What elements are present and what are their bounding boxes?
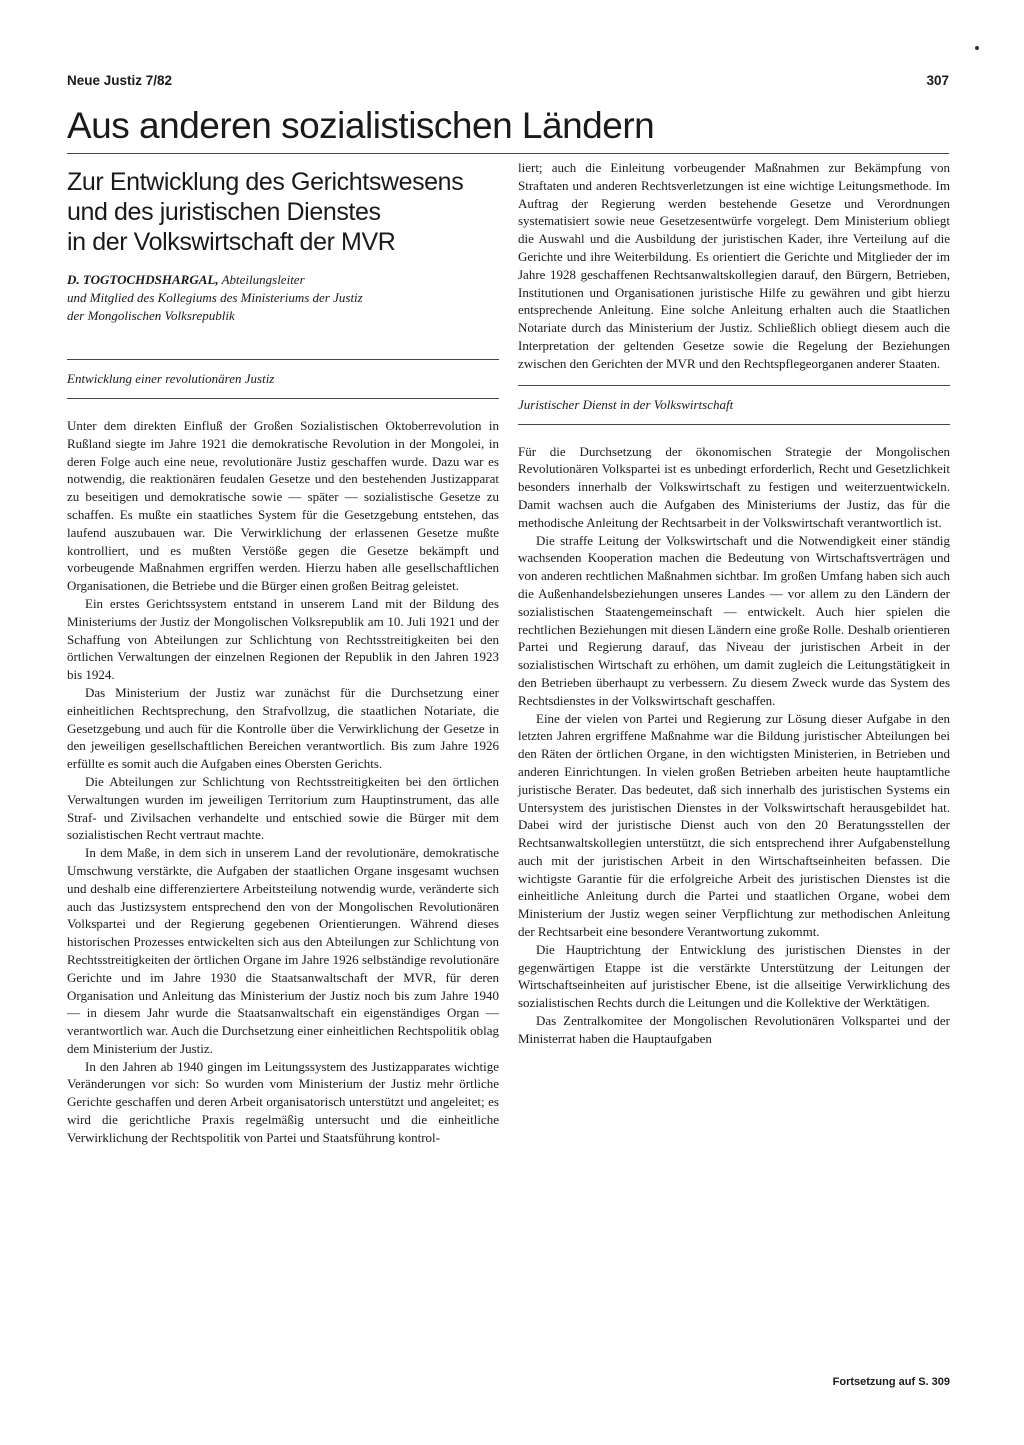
right-column: [518, 159, 950, 1048]
section-title-rule: [67, 153, 949, 154]
body-paragraph: Ein erstes Gerichtssystem entstand in unserem Land mit der Bildung des Ministeriums der Justiz der Mongolischen Volksrepublik am 10. Juli 1921 und der Schaffung von Abteilungen zur Schlichtung von Rechtsstreitigkeiten bei den örtlichen Verwaltungen der einzelnen Regionen der Republik in den Jahren 1923 bis 1924.: [67, 595, 499, 683]
journal-issue: Neue Justiz 7/82: [67, 73, 173, 88]
section-title: Aus anderen sozialistischen Ländern: [67, 105, 655, 146]
author-line: und Mitglied des Kollegiums des Ministeriums der Justiz: [67, 290, 363, 305]
subhead-rule-bottom: [67, 398, 499, 399]
article-title-line: Zur Entwicklung des Gerichtswesens: [67, 168, 464, 196]
body-paragraph: Das Ministerium der Justiz war zunächst für die Durchsetzung einer einheitlichen Rechtsprechung, den Strafvollzug, die staatlichen Notariate, die Gesetzgebung und auch für die Kontrolle über die Verwirklichung der Gesetze in den jeweiligen gesellschaftlichen Bereichen verantwortlich. Bis zum Jahre 1926 erfüllte es somit auch die Aufgaben eines Obersten Gerichts.: [67, 684, 499, 772]
article-title: [67, 167, 499, 257]
continuation-note: Fortsetzung auf S. 309: [832, 1376, 950, 1388]
body-paragraph: Für die Durchsetzung der ökonomischen Strategie der Mongolischen Revolutionären Volkspartei ist es unbedingt erforderlich, Recht und Gesetzlichkeit besonders innerhalb der Volkswirtschaft zu festigen und weiterzuentwickeln. Damit wachsen auch die Aufgaben des Ministeriums der Justiz, das für die methodische Anleitung der Rechtsarbeit in der Volkswirtschaft verantwortlich ist.: [518, 443, 950, 530]
subhead-rule-bottom: [518, 424, 950, 425]
running-head: [67, 73, 949, 91]
article-title-line: in der Volkswirtschaft der MVR: [67, 228, 396, 256]
body-paragraph: Das Zentralkomitee der Mongolischen Revolutionären Volkspartei und der Ministerrat haben die Hauptaufgaben: [518, 1013, 950, 1046]
subhead-economic-legal-service: Juristischer Dienst in der Volkswirtschaft: [518, 396, 734, 412]
body-paragraph: In dem Maße, in dem sich in unserem Land der revolutionäre, demokratische Umschwung verstärkte, die Aufgaben der staatlichen Organe insgesamt wuchsen und deshalb eine differenziertere Arbeitsteilung notwendig wurde, veränderte sich auch das Justizsystem entsprechend den von der Mongolischen Revolutionären Volkspartei und der Regierung gegebenen Orientierungen. Während dieses historischen Prozesses entwickelten sich aus den Abteilungen zur Schlichtung von Rechtsstreitigkeiten der örtlichen Organe im Jahre 1926 selbständige revolutionäre Gerichte und im Jahre 1930 die Staatsanwaltschaft der MVR, für deren Organisation und Anleitung das Ministerium der Justiz noch bis zum Jahre 1940 — in diesem Jahr wurde die Staatsanwaltschaft ein eigenständiges Organ — verantwortlich war. Auch die Durchsetzung einer einheitlichen Rechtspolitik oblag dem Ministerium der Justiz.: [67, 845, 499, 1056]
subhead-rule-top: [67, 359, 499, 360]
margin-mark: [975, 46, 979, 50]
author-byline: [67, 271, 499, 325]
body-paragraph: liert; auch die Einleitung vorbeugender Maßnahmen zur Bekämpfung von Straftaten und anderen Rechtsverletzungen ist eine wichtige Leitungsmethode. Im Auftrag der Regierung werden bestehende Gesetze und Verordnungen systematisiert sowie neue Gesetzesentwürfe vorgelegt. Dem Ministerium obliegt die Auswahl und die Ausbildung der juristischen Kader, ihre Verteilung auf die Gerichte und ihre Weiterbildung. Es orientiert die Gerichte und Mitglieder der im Jahre 1928 geschaffenen Rechtsanwaltskollegien darauf, den Bürgern, Betrieben, Institutionen und Organisationen juristische Hilfe zu gewähren und gibt hierzu entsprechende Anleitung. Eine solche Anleitung erhalten auch die Staatlichen Notariate durch das Ministerium der Justiz. Schließlich obliegt diesem auch die Interpretation der geltenden Gesetze sowie die Regelung der Beziehungen zwischen den Gerichten der MVR und den Rechtspflegeorganen anderer Staaten.: [518, 160, 950, 371]
author-line: der Mongolischen Volksrepublik: [67, 308, 235, 323]
body-paragraph: Die Abteilungen zur Schlichtung von Rechtsstreitigkeiten bei den örtlichen Verwaltungen wurden im jeweiligen Territorium zum Hauptinstrument, das alle Straf- und Zivilsachen verhandelte und entschied sowie die Bürger mit dem sozialistischen Recht vertraut machte.: [67, 773, 499, 843]
subhead-rule-top: [518, 385, 950, 386]
body-paragraph: In den Jahren ab 1940 gingen im Leitungssystem des Justizapparates wichtige Veränderungen vor sich: So wurden vom Ministerium der Justiz mehr örtliche Gerichte geschaffen und deren Arbeit organisatorisch unterstützt und angeleitet; es wird die gerichtliche Praxis regelmäßig untersucht und die einheitliche Verwirklichung der Rechtspolitik von Partei und Staatsführung kontrol-: [67, 1058, 499, 1145]
left-column: [67, 167, 499, 1147]
author-role: Abteilungsleiter: [218, 272, 305, 287]
subhead-revolutionary-justice: Entwicklung einer revolutionären Justiz: [67, 371, 275, 386]
author-line: [67, 271, 499, 289]
article-title-line: und des juristischen Dienstes: [67, 198, 381, 226]
body-paragraph: Die Hauptrichtung der Entwicklung des juristischen Dienstes in der gegenwärtigen Etappe ist die verstärkte Unterstützung der Leitungen der Wirtschaftseinheiten auf juristischer Ebene, ist die allseitige Verwirklichung des sozialistischen Rechts durch die Leitungen und die Kollektive der Werktätigen.: [518, 941, 950, 1011]
body-paragraph: Die straffe Leitung der Volkswirtschaft und die Notwendigkeit einer ständig wachsenden Kooperation machen die Bedeutung von Wirtschaftsverträgen und von anderen rechtlichen Maßnahmen sichtbar. Im großen Umfang haben sich auch die Außenhandelsbeziehungen unseres Landes — vor allem zu den Ländern der sozialistischen Staatengemeinschaft — entwickelt. Auch hier spielen die rechtlichen Beziehungen mit diesen Ländern eine große Rolle. Deshalb orientieren Partei und Regierung darauf, das Niveau der juristischen Arbeit in der sozialistischen Wirtschaft zu erhöhen, um damit zugleich die Leitungstätigkeit in den Betrieben überhaupt zu verbessern. Zu diesem Zweck wurde das System des Rechtsdienstes in der Volkswirtschaft geschaffen.: [518, 532, 950, 708]
page-number: 307: [926, 73, 949, 88]
body-paragraph: Eine der vielen von Partei und Regierung zur Lösung dieser Aufgabe in den letzten Jahren ergriffene Maßnahme war die Bildung juristischer Abteilungen bei den Räten der örtlichen Organe, in den wichtigsten Ministerien, in Betrieben und anderen Einrichtungen. In vielen großen Betrieben arbeiten heute hauptamtliche juristische Berater. Das bedeutet, daß sich innerhalb des juristischen Systems ein Untersystem des juristischen Dienstes in der Volkswirtschaft herausgebildet hat. Dabei wird der juristische Dienst auch von den 20 Beratungsstellen der Rechtsanwaltskollegien unterstützt, die sich entsprechend ihrer Aufgabenstellung auch mit der juristischen Arbeit in den Wirtschaftseinheiten befassen. Die wichtigste Garantie für die erfolgreiche Arbeit des juristischen Dienstes ist die einheitliche Anleitung durch die Partei und staatlichen Organe, wobei dem Ministerium der Justiz wegen seiner Verpflichtung zur methodischen Anleitung der Rechtsarbeit eine besondere Verantwortung zukommt.: [518, 710, 950, 940]
body-paragraph: Unter dem direkten Einfluß der Großen Sozialistischen Oktoberrevolution in Rußland siegte im Jahre 1921 die demokratische Revolution in der Mongolei, in deren Folge auch eine neue, revolutionäre Justiz geschaffen wurde. Dazu war es notwendig, die reaktionären feudalen Gesetze und den bestehenden Justizapparat zu beseitigen und demokratische sowie — später — sozialistische Gesetze zu schaffen. Es mußte ein staatliches System für die Gesetzgebung entstehen, das laufend auszubauen war. Die Verwirklichung der erlassenen Gesetze mußte kontrolliert, und es mußten Verstöße gegen die Gesetze bekämpft und vorbeugende Maßnahmen ergriffen werden. Hierzu haben alle gesellschaftlichen Organisationen, die Betriebe und die Bürger einen großen Beitrag geleistet.: [67, 418, 499, 594]
author-name: D. TOGTOCHDSHARGAL,: [67, 272, 219, 287]
